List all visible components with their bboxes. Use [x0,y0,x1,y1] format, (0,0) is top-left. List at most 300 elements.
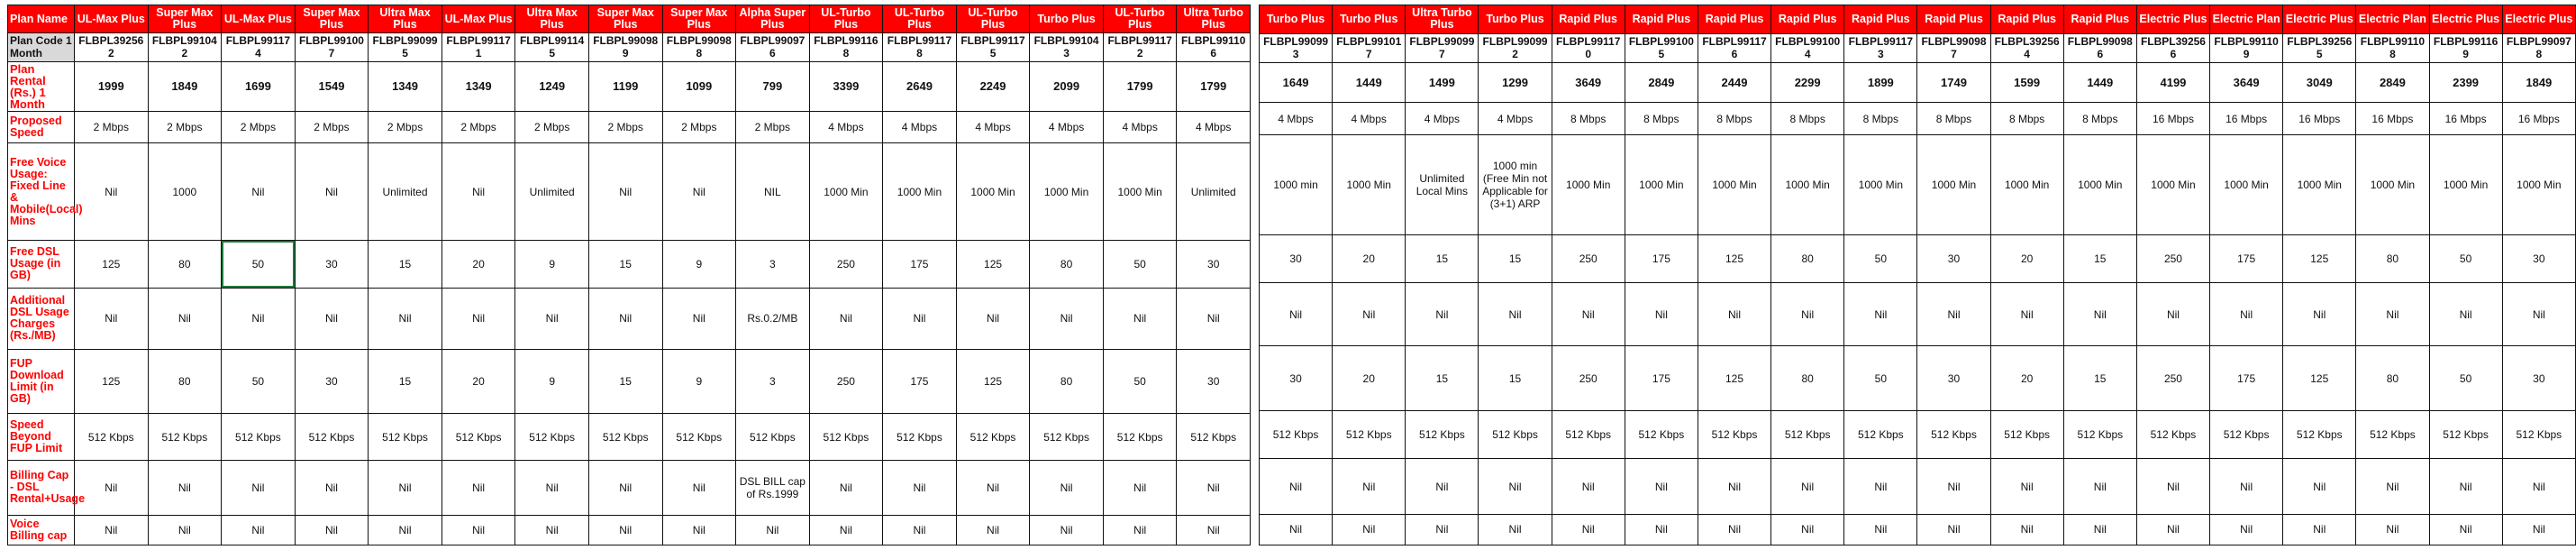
right-cell-code[interactable]: FLBPL99098 6 [2063,33,2136,62]
left-cell-voice[interactable]: Unlimited [515,143,589,241]
left-cell-code[interactable]: FLBPL99098 9 [588,33,662,61]
left-cell-rental[interactable]: 3399 [809,61,883,111]
left-cell-beyond[interactable]: 512 Kbps [295,414,369,461]
right-cell-billing[interactable]: Nil [1771,459,1844,515]
right-cell-voice[interactable]: 1000 Min [2136,135,2209,234]
left-cell-voicecap[interactable]: Nil [1177,515,1251,545]
right-cell-additional[interactable]: Nil [1552,282,1625,345]
left-cell-code[interactable]: FLBPL99117 1 [441,33,515,61]
right-cell-rental[interactable]: 4199 [2136,62,2209,103]
right-cell-billing[interactable]: Nil [1625,459,1698,515]
left-cell-name[interactable]: UL-Max Plus [75,5,149,33]
left-cell-voice[interactable]: Unlimited [1177,143,1251,241]
right-cell-beyond[interactable]: 512 Kbps [1260,411,1333,459]
right-cell-voicecap[interactable]: Nil [2283,514,2356,545]
left-cell-rental[interactable]: 1549 [295,61,369,111]
right-cell-name[interactable]: Electric Plus [2429,5,2502,34]
right-cell-fup[interactable]: 15 [1479,346,1552,411]
right-cell-rental[interactable]: 1849 [2502,62,2575,103]
left-cell-billing[interactable]: Nil [662,461,736,515]
right-cell-rental[interactable]: 3649 [2210,62,2283,103]
right-cell-code[interactable]: FLBPL39256 5 [2283,33,2356,62]
right-cell-code[interactable]: FLBPL99116 9 [2429,33,2502,62]
left-cell-speed[interactable]: 4 Mbps [1103,111,1177,142]
right-cell-voicecap[interactable]: Nil [1990,514,2063,545]
right-cell-speed[interactable]: 8 Mbps [2063,103,2136,135]
left-cell-beyond[interactable]: 512 Kbps [222,414,296,461]
left-cell-speed[interactable]: 2 Mbps [662,111,736,142]
right-cell-billing[interactable]: Nil [1479,459,1552,515]
left-cell-voicecap[interactable]: Nil [222,515,296,545]
left-cell-name[interactable]: UL-Max Plus [222,5,296,33]
right-cell-speed[interactable]: 8 Mbps [1844,103,1917,135]
right-cell-code[interactable]: FLBPL99101 7 [1333,33,1406,62]
right-cell-billing[interactable]: Nil [1333,459,1406,515]
right-cell-fup[interactable]: 30 [1260,346,1333,411]
left-cell-dsl[interactable]: 125 [956,241,1030,288]
right-cell-speed[interactable]: 8 Mbps [1625,103,1698,135]
right-cell-speed[interactable]: 16 Mbps [2429,103,2502,135]
left-cell-name[interactable]: Super Max Plus [662,5,736,33]
left-cell-billing[interactable]: Nil [369,461,442,515]
right-cell-fup[interactable]: 50 [1844,346,1917,411]
right-cell-name[interactable]: Electric Plan [2210,5,2283,34]
left-cell-fup[interactable]: 175 [883,350,957,414]
right-cell-additional[interactable]: Nil [1771,282,1844,345]
left-cell-dsl[interactable]: 9 [662,241,736,288]
left-cell-code[interactable]: FLBPL99116 8 [809,33,883,61]
right-cell-voice[interactable]: 1000 min [1260,135,1333,234]
left-cell-voice[interactable]: Nil [295,143,369,241]
right-cell-voicecap[interactable]: Nil [1771,514,1844,545]
left-cell-voicecap[interactable]: Nil [736,515,810,545]
right-cell-billing[interactable]: Nil [2210,459,2283,515]
right-cell-beyond[interactable]: 512 Kbps [1990,411,2063,459]
right-cell-billing[interactable]: Nil [2136,459,2209,515]
left-cell-dsl[interactable]: 20 [441,241,515,288]
right-cell-billing[interactable]: Nil [1698,459,1770,515]
left-cell-dsl[interactable]: 175 [883,241,957,288]
right-cell-beyond[interactable]: 512 Kbps [1406,411,1479,459]
left-cell-billing[interactable]: Nil [148,461,222,515]
left-cell-additional[interactable]: Nil [75,288,149,350]
right-cell-fup[interactable]: 175 [2210,346,2283,411]
left-cell-beyond[interactable]: 512 Kbps [956,414,1030,461]
right-cell-rental[interactable]: 2299 [1771,62,1844,103]
left-cell-billing[interactable]: Nil [515,461,589,515]
right-cell-voice[interactable]: 1000 min (Free Min not Applicable for (3+1) ARP [1479,135,1552,234]
right-cell-code[interactable]: FLBPL99100 4 [1771,33,1844,62]
left-cell-fup[interactable]: 125 [75,350,149,414]
right-cell-speed[interactable]: 8 Mbps [1771,103,1844,135]
left-cell-additional[interactable]: Nil [295,288,369,350]
right-cell-name[interactable]: Electric Plus [2283,5,2356,34]
left-cell-additional[interactable]: Nil [515,288,589,350]
right-cell-dsl[interactable]: 50 [1844,234,1917,282]
left-cell-beyond[interactable]: 512 Kbps [1030,414,1104,461]
left-cell-dsl[interactable]: 9 [515,241,589,288]
left-cell-rental[interactable]: 799 [736,61,810,111]
right-cell-rental[interactable]: 1649 [1260,62,1333,103]
right-cell-billing[interactable]: Nil [1990,459,2063,515]
right-cell-speed[interactable]: 4 Mbps [1333,103,1406,135]
right-cell-name[interactable]: Rapid Plus [1990,5,2063,34]
right-cell-speed[interactable]: 4 Mbps [1260,103,1333,135]
right-cell-voice[interactable]: 1000 Min [1552,135,1625,234]
left-cell-fup[interactable]: 30 [295,350,369,414]
right-cell-beyond[interactable]: 512 Kbps [1698,411,1770,459]
left-cell-rental[interactable]: 1999 [75,61,149,111]
right-cell-billing[interactable]: Nil [1844,459,1917,515]
left-cell-additional[interactable]: Nil [588,288,662,350]
left-cell-code[interactable]: FLBPL99117 5 [956,33,1030,61]
left-cell-dsl[interactable]: 50 [222,241,296,288]
right-cell-billing[interactable]: Nil [1917,459,1990,515]
left-cell-voicecap[interactable]: Nil [883,515,957,545]
left-cell-speed[interactable]: 2 Mbps [369,111,442,142]
left-cell-speed[interactable]: 2 Mbps [222,111,296,142]
left-cell-dsl[interactable]: 50 [1103,241,1177,288]
right-cell-additional[interactable]: Nil [1479,282,1552,345]
left-cell-speed[interactable]: 4 Mbps [809,111,883,142]
left-cell-additional[interactable]: Nil [956,288,1030,350]
right-cell-voice[interactable]: 1000 Min [1625,135,1698,234]
left-cell-voicecap[interactable]: Nil [441,515,515,545]
left-cell-beyond[interactable]: 512 Kbps [883,414,957,461]
right-cell-code[interactable]: FLBPL99117 3 [1844,33,1917,62]
left-cell-voicecap[interactable]: Nil [369,515,442,545]
right-cell-voicecap[interactable]: Nil [2356,514,2429,545]
right-cell-name[interactable]: Ultra Turbo Plus [1406,5,1479,34]
right-cell-voicecap[interactable]: Nil [2063,514,2136,545]
left-cell-billing[interactable]: Nil [222,461,296,515]
right-cell-rental[interactable]: 2399 [2429,62,2502,103]
right-cell-additional[interactable]: Nil [2210,282,2283,345]
right-cell-speed[interactable]: 16 Mbps [2136,103,2209,135]
right-cell-voicecap[interactable]: Nil [1406,514,1479,545]
left-cell-billing[interactable]: Nil [295,461,369,515]
right-cell-code[interactable]: FLBPL99099 7 [1406,33,1479,62]
left-cell-billing[interactable]: Nil [588,461,662,515]
left-cell-code[interactable]: FLBPL99117 4 [222,33,296,61]
left-cell-speed[interactable]: 4 Mbps [883,111,957,142]
right-cell-fup[interactable]: 20 [1333,346,1406,411]
left-cell-code[interactable]: FLBPL99104 3 [1030,33,1104,61]
left-cell-billing[interactable]: Nil [1030,461,1104,515]
left-cell-voice[interactable]: NIL [736,143,810,241]
right-cell-code[interactable]: FLBPL99099 2 [1479,33,1552,62]
left-cell-billing[interactable]: DSL BILL cap of Rs.1999 [736,461,810,515]
left-cell-dsl[interactable]: 250 [809,241,883,288]
left-cell-fup[interactable]: 30 [1177,350,1251,414]
left-cell-name[interactable]: Super Max Plus [295,5,369,33]
left-cell-dsl[interactable]: 30 [1177,241,1251,288]
right-cell-voice[interactable]: 1000 Min [1698,135,1770,234]
right-cell-fup[interactable]: 15 [2063,346,2136,411]
right-cell-name[interactable]: Rapid Plus [1698,5,1770,34]
right-cell-beyond[interactable]: 512 Kbps [2502,411,2575,459]
right-cell-rental[interactable]: 2449 [1698,62,1770,103]
right-cell-dsl[interactable]: 15 [1479,234,1552,282]
right-cell-voice[interactable]: 1000 Min [2356,135,2429,234]
left-cell-voicecap[interactable]: Nil [809,515,883,545]
left-cell-name[interactable]: UL-Turbo Plus [956,5,1030,33]
right-cell-beyond[interactable]: 512 Kbps [2283,411,2356,459]
left-cell-speed[interactable]: 4 Mbps [956,111,1030,142]
right-cell-rental[interactable]: 1749 [1917,62,1990,103]
right-cell-name[interactable]: Turbo Plus [1333,5,1406,34]
right-cell-voicecap[interactable]: Nil [2429,514,2502,545]
left-cell-additional[interactable]: Nil [662,288,736,350]
right-cell-rental[interactable]: 2849 [1625,62,1698,103]
right-cell-voice[interactable]: Unlimited Local Mins [1406,135,1479,234]
right-cell-voice[interactable]: 1000 Min [1990,135,2063,234]
left-cell-code[interactable]: FLBPL99114 5 [515,33,589,61]
right-cell-billing[interactable]: Nil [2283,459,2356,515]
right-cell-code[interactable]: FLBPL99100 5 [1625,33,1698,62]
left-cell-rental[interactable]: 1799 [1103,61,1177,111]
left-cell-additional[interactable]: Nil [441,288,515,350]
right-cell-beyond[interactable]: 512 Kbps [2136,411,2209,459]
right-cell-beyond[interactable]: 512 Kbps [1333,411,1406,459]
left-cell-speed[interactable]: 2 Mbps [588,111,662,142]
left-cell-code[interactable]: FLBPL99100 7 [295,33,369,61]
left-cell-voicecap[interactable]: Nil [295,515,369,545]
left-cell-name[interactable]: Ultra Max Plus [515,5,589,33]
right-cell-name[interactable]: Rapid Plus [1917,5,1990,34]
left-cell-beyond[interactable]: 512 Kbps [1103,414,1177,461]
right-cell-billing[interactable]: Nil [2063,459,2136,515]
right-cell-fup[interactable]: 125 [1698,346,1770,411]
left-cell-billing[interactable]: Nil [75,461,149,515]
right-cell-voice[interactable]: 1000 Min [1771,135,1844,234]
right-cell-beyond[interactable]: 512 Kbps [1479,411,1552,459]
right-cell-code[interactable]: FLBPL99099 3 [1260,33,1333,62]
left-cell-code[interactable]: FLBPL99097 6 [736,33,810,61]
left-cell-additional[interactable]: Nil [1103,288,1177,350]
right-cell-speed[interactable]: 16 Mbps [2283,103,2356,135]
left-cell-billing[interactable]: Nil [883,461,957,515]
right-cell-additional[interactable]: Nil [1260,282,1333,345]
right-cell-voicecap[interactable]: Nil [2136,514,2209,545]
right-cell-dsl[interactable]: 175 [2210,234,2283,282]
right-cell-speed[interactable]: 16 Mbps [2210,103,2283,135]
right-cell-billing[interactable]: Nil [1552,459,1625,515]
left-cell-beyond[interactable]: 512 Kbps [369,414,442,461]
right-cell-voicecap[interactable]: Nil [1698,514,1770,545]
left-cell-additional[interactable]: Rs.0.2/MB [736,288,810,350]
left-cell-code[interactable]: FLBPL99117 2 [1103,33,1177,61]
left-cell-speed[interactable]: 2 Mbps [515,111,589,142]
right-cell-fup[interactable]: 175 [1625,346,1698,411]
right-cell-fup[interactable]: 80 [2356,346,2429,411]
left-cell-rental[interactable]: 2249 [956,61,1030,111]
right-cell-rental[interactable]: 1499 [1406,62,1479,103]
left-cell-additional[interactable]: Nil [148,288,222,350]
left-cell-voicecap[interactable]: Nil [662,515,736,545]
right-cell-speed[interactable]: 4 Mbps [1479,103,1552,135]
right-cell-dsl[interactable]: 125 [2283,234,2356,282]
right-cell-additional[interactable]: Nil [1625,282,1698,345]
left-cell-voicecap[interactable]: Nil [588,515,662,545]
left-cell-beyond[interactable]: 512 Kbps [1177,414,1251,461]
left-cell-name[interactable]: Super Max Plus [588,5,662,33]
left-cell-code[interactable]: FLBPL99110 6 [1177,33,1251,61]
right-cell-voicecap[interactable]: Nil [2210,514,2283,545]
right-cell-additional[interactable]: Nil [1990,282,2063,345]
left-cell-name[interactable]: Ultra Turbo Plus [1177,5,1251,33]
left-cell-voicecap[interactable]: Nil [75,515,149,545]
left-cell-voice[interactable]: Nil [222,143,296,241]
left-cell-dsl[interactable]: 30 [295,241,369,288]
left-cell-voice[interactable]: Nil [75,143,149,241]
right-cell-speed[interactable]: 8 Mbps [1990,103,2063,135]
left-cell-beyond[interactable]: 512 Kbps [441,414,515,461]
right-cell-billing[interactable]: Nil [1260,459,1333,515]
left-cell-speed[interactable]: 2 Mbps [295,111,369,142]
right-cell-voice[interactable]: 1000 Min [1917,135,1990,234]
left-cell-fup[interactable]: 80 [148,350,222,414]
left-cell-dsl[interactable]: 80 [148,241,222,288]
left-cell-voice[interactable]: Unlimited [369,143,442,241]
left-cell-fup[interactable]: 80 [1030,350,1104,414]
left-cell-billing[interactable]: Nil [956,461,1030,515]
right-cell-fup[interactable]: 80 [1771,346,1844,411]
right-cell-name[interactable]: Turbo Plus [1260,5,1333,34]
left-cell-name[interactable]: Alpha Super Plus [736,5,810,33]
right-cell-voice[interactable]: 1000 Min [2210,135,2283,234]
right-cell-additional[interactable]: Nil [2283,282,2356,345]
right-cell-beyond[interactable]: 512 Kbps [1771,411,1844,459]
right-cell-fup[interactable]: 125 [2283,346,2356,411]
right-cell-code[interactable]: FLBPL99098 7 [1917,33,1990,62]
right-cell-billing[interactable]: Nil [1406,459,1479,515]
left-cell-speed[interactable]: 2 Mbps [441,111,515,142]
right-cell-voicecap[interactable]: Nil [1844,514,1917,545]
right-cell-fup[interactable]: 30 [1917,346,1990,411]
left-cell-beyond[interactable]: 512 Kbps [148,414,222,461]
right-cell-dsl[interactable]: 80 [2356,234,2429,282]
right-cell-speed[interactable]: 8 Mbps [1917,103,1990,135]
right-cell-dsl[interactable]: 175 [1625,234,1698,282]
left-cell-name[interactable]: Ultra Max Plus [369,5,442,33]
right-cell-code[interactable]: FLBPL99117 6 [1698,33,1770,62]
right-cell-additional[interactable]: Nil [2136,282,2209,345]
right-cell-dsl[interactable]: 15 [1406,234,1479,282]
left-cell-name[interactable]: UL-Turbo Plus [883,5,957,33]
right-cell-dsl[interactable]: 250 [2136,234,2209,282]
right-cell-voicecap[interactable]: Nil [2502,514,2575,545]
right-cell-fup[interactable]: 250 [2136,346,2209,411]
right-cell-name[interactable]: Rapid Plus [1625,5,1698,34]
right-cell-additional[interactable]: Nil [1698,282,1770,345]
left-cell-rental[interactable]: 2099 [1030,61,1104,111]
right-cell-code[interactable]: FLBPL99097 8 [2502,33,2575,62]
right-cell-rental[interactable]: 2849 [2356,62,2429,103]
right-cell-voice[interactable]: 1000 Min [1333,135,1406,234]
right-cell-additional[interactable]: Nil [1844,282,1917,345]
right-cell-dsl[interactable]: 125 [1698,234,1770,282]
left-cell-code[interactable]: FLBPL99117 8 [883,33,957,61]
left-cell-beyond[interactable]: 512 Kbps [809,414,883,461]
right-cell-beyond[interactable]: 512 Kbps [2063,411,2136,459]
right-cell-speed[interactable]: 8 Mbps [1698,103,1770,135]
left-cell-beyond[interactable]: 512 Kbps [515,414,589,461]
left-cell-beyond[interactable]: 512 Kbps [588,414,662,461]
right-cell-code[interactable]: FLBPL39256 6 [2136,33,2209,62]
right-cell-beyond[interactable]: 512 Kbps [2356,411,2429,459]
left-cell-voice[interactable]: 1000 Min [956,143,1030,241]
left-cell-voicecap[interactable]: Nil [1103,515,1177,545]
left-cell-fup[interactable]: 250 [809,350,883,414]
right-cell-rental[interactable]: 3649 [1552,62,1625,103]
left-cell-voice[interactable]: 1000 Min [883,143,957,241]
right-cell-billing[interactable]: Nil [2502,459,2575,515]
right-cell-name[interactable]: Rapid Plus [1552,5,1625,34]
right-cell-speed[interactable]: 8 Mbps [1552,103,1625,135]
left-cell-fup[interactable]: 125 [956,350,1030,414]
right-cell-beyond[interactable]: 512 Kbps [1625,411,1698,459]
left-cell-fup[interactable]: 3 [736,350,810,414]
right-cell-beyond[interactable]: 512 Kbps [2210,411,2283,459]
right-cell-voice[interactable]: 1000 Min [2502,135,2575,234]
right-cell-fup[interactable]: 30 [2502,346,2575,411]
left-cell-rental[interactable]: 1349 [369,61,442,111]
right-cell-rental[interactable]: 1299 [1479,62,1552,103]
right-cell-rental[interactable]: 3049 [2283,62,2356,103]
right-cell-additional[interactable]: Nil [1333,282,1406,345]
right-cell-voicecap[interactable]: Nil [1333,514,1406,545]
left-cell-fup[interactable]: 15 [369,350,442,414]
right-cell-code[interactable]: FLBPL39256 4 [1990,33,2063,62]
left-cell-voicecap[interactable]: Nil [1030,515,1104,545]
left-cell-name[interactable]: UL-Turbo Plus [1103,5,1177,33]
right-cell-name[interactable]: Electric Plus [2136,5,2209,34]
right-cell-dsl[interactable]: 250 [1552,234,1625,282]
left-cell-fup[interactable]: 50 [222,350,296,414]
right-cell-voicecap[interactable]: Nil [1479,514,1552,545]
right-cell-dsl[interactable]: 50 [2429,234,2502,282]
left-cell-fup[interactable]: 9 [515,350,589,414]
right-cell-voicecap[interactable]: Nil [1260,514,1333,545]
left-cell-dsl[interactable]: 80 [1030,241,1104,288]
left-cell-rental[interactable]: 1849 [148,61,222,111]
left-cell-speed[interactable]: 2 Mbps [75,111,149,142]
left-cell-billing[interactable]: Nil [441,461,515,515]
left-cell-voice[interactable]: Nil [588,143,662,241]
left-cell-speed[interactable]: 4 Mbps [1177,111,1251,142]
right-cell-rental[interactable]: 1449 [2063,62,2136,103]
right-cell-dsl[interactable]: 30 [1917,234,1990,282]
right-cell-dsl[interactable]: 20 [1990,234,2063,282]
left-cell-rental[interactable]: 1799 [1177,61,1251,111]
right-cell-additional[interactable]: Nil [2502,282,2575,345]
left-cell-fup[interactable]: 20 [441,350,515,414]
right-cell-code[interactable]: FLBPL99110 8 [2356,33,2429,62]
left-cell-additional[interactable]: Nil [369,288,442,350]
right-cell-name[interactable]: Rapid Plus [1771,5,1844,34]
left-cell-fup[interactable]: 15 [588,350,662,414]
right-cell-name[interactable]: Electric Plan [2356,5,2429,34]
left-cell-beyond[interactable]: 512 Kbps [75,414,149,461]
left-cell-dsl[interactable]: 125 [75,241,149,288]
left-cell-name[interactable]: UL-Turbo Plus [809,5,883,33]
right-cell-voice[interactable]: 1000 Min [2063,135,2136,234]
right-cell-dsl[interactable]: 80 [1771,234,1844,282]
right-cell-rental[interactable]: 1599 [1990,62,2063,103]
left-cell-voice[interactable]: 1000 Min [809,143,883,241]
left-cell-voicecap[interactable]: Nil [515,515,589,545]
